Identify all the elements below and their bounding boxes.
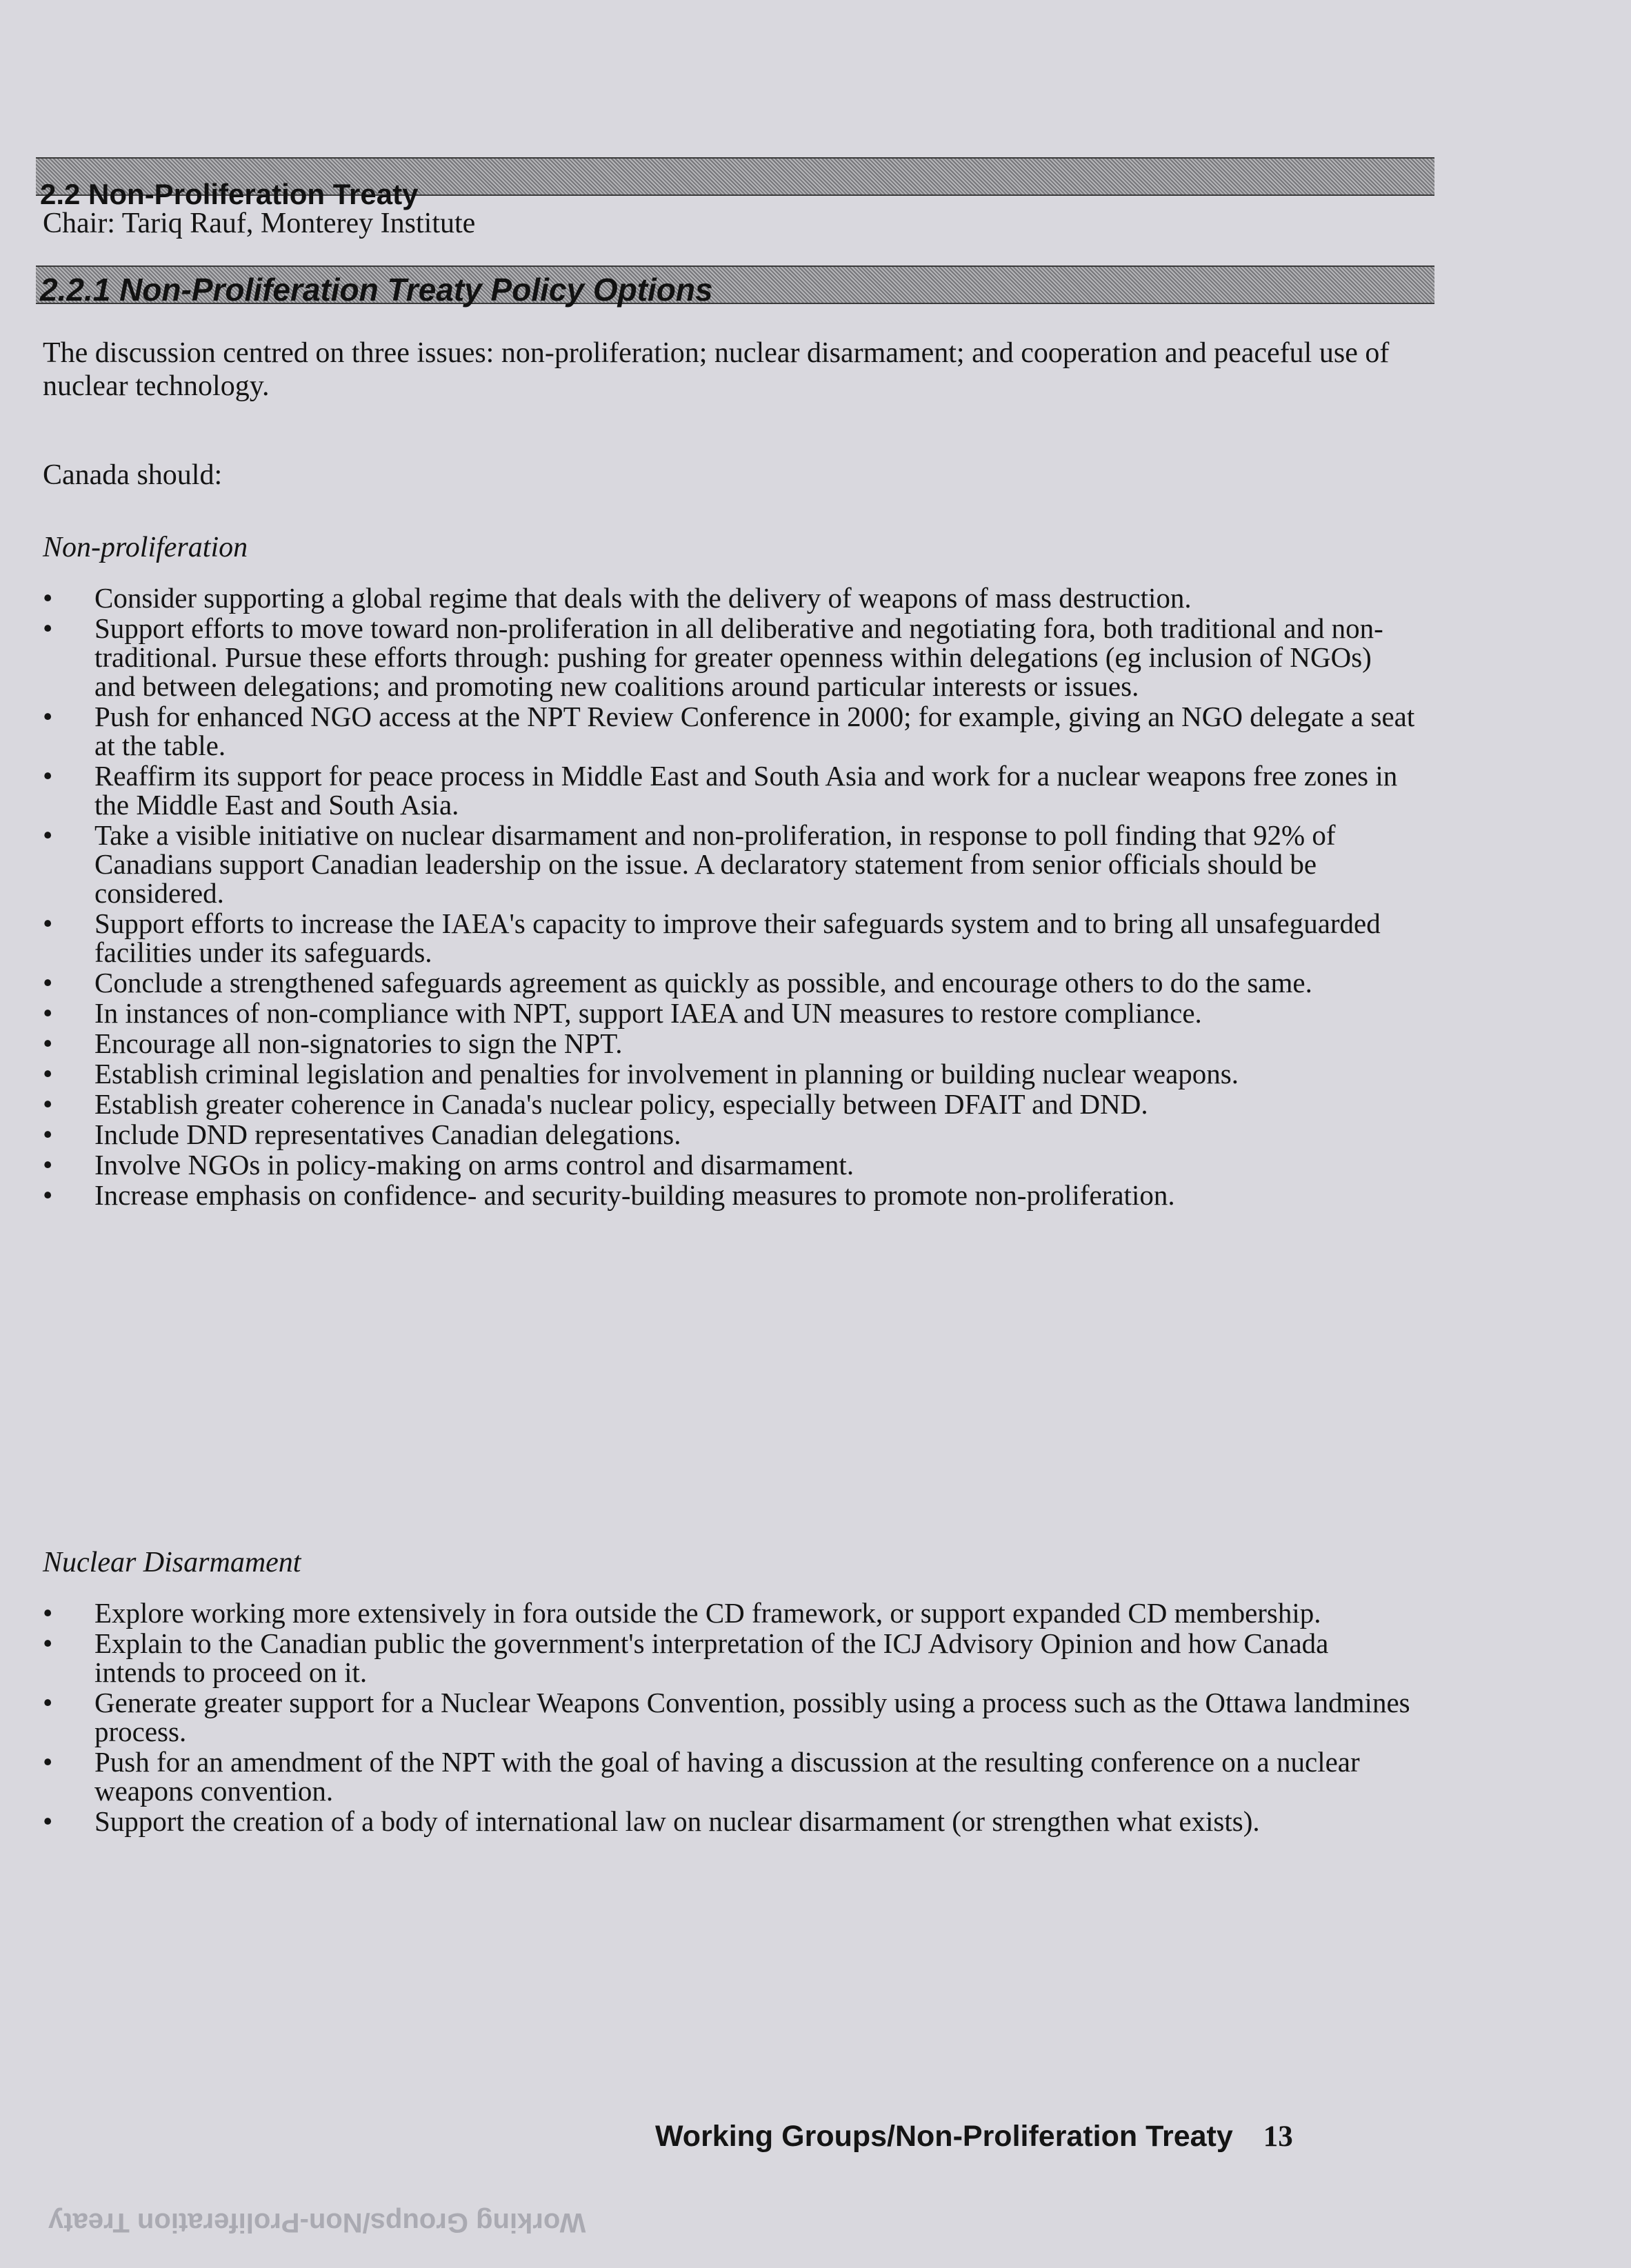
bullet-icon: • [43,1179,53,1211]
list-item: • Explore working more extensively in fora outside the CD framework, or support expanded CD membership. [43,1597,1321,1629]
list-item: • Conclude a strengthened safeguards agreement as quickly as possible, and encourage others to do the same. [43,967,1312,998]
bullet-icon: • [43,967,53,998]
list-item: • Increase emphasis on confidence- and security-building measures to promote non-proliferation. [43,1179,1175,1211]
list-item: • Include DND representatives Canadian delegations. [43,1118,681,1150]
page-footer [655,2120,1293,2154]
bullet-icon: • [43,612,53,644]
bullet-icon: • [43,1088,53,1120]
list-item: • Take a visible initiative on nuclear disarmament and non-proliferation, in response to poll finding that 92% of Canadians support Canadian leadership on the issue. A declaratory statement from senior officials should be considered. [43,819,1336,909]
list-item: • Push for an amendment of the NPT with the goal of having a discussion at the resulting conference on a nuclear weapons convention. [43,1746,1360,1807]
list-item: • Encourage all non-signatories to sign the NPT. [43,1027,623,1059]
running-title: Working Groups/Non-Proliferation Treaty [655,2120,1233,2153]
canada-should-line: Canada should: [43,459,223,491]
list-item: • Establish greater coherence in Canada's nuclear policy, especially between DFAIT and DND. [43,1088,1148,1120]
intro-paragraph: The discussion centred on three issues: non-proliferation; nuclear disarmament; and cooperation and peaceful use of nuclear technology. [43,337,1390,402]
list-item: • Explain to the Canadian public the government's interpretation of the ICJ Advisory Opinion and how Canada intends to proceed on it. [43,1627,1329,1688]
list-item: • Establish criminal legislation and penalties for involvement in planning or building nuclear weapons. [43,1058,1239,1090]
non-proliferation-heading: Non-proliferation [43,532,248,563]
list-item: • Support efforts to increase the IAEA's capacity to improve their safeguards system and to bring all unsafeguarded facilities under its safeguards. [43,907,1381,968]
list-item: • Support efforts to move toward non-proliferation in all deliberative and negotiating fora, both traditional and non-traditional. Pursue these efforts through: pushing for greater openness within delegations (eg inclusion of NGOs) and between delegations; and promoting new coalitions around particular interests or issues. [43,612,1383,702]
subsection-title: 2.2.1 Non-Proliferation Treaty Policy Options [40,272,713,308]
bullet-icon: • [43,1687,53,1718]
list-item: • Support the creation of a body of international law on nuclear disarmament (or strengthen what exists). [43,1805,1260,1837]
bullet-icon: • [43,1058,53,1090]
section-title: 2.2 Non-Proliferation Treaty [40,178,419,210]
chair-line: Chair: Tariq Rauf, Monterey Institute [43,208,476,239]
bullet-icon: • [43,1027,53,1059]
list-item: • Involve NGOs in policy-making on arms control and disarmament. [43,1149,854,1181]
bullet-icon: • [43,582,53,614]
bullet-icon: • [43,907,53,939]
bullet-icon: • [43,1805,53,1837]
bleed-through-text: Working Groups/Non-Proliferation Treaty [48,2207,586,2238]
list-item: • Consider supporting a global regime that deals with the delivery of weapons of mass destruction. [43,582,1192,614]
non-proliferation-list [43,583,1415,1211]
list-item: • In instances of non-compliance with NPT, support IAEA and UN measures to restore compliance. [43,997,1202,1029]
list-item: • Reaffirm its support for peace process in Middle East and South Asia and work for a nuclear weapons free zones in the Middle East and South Asia. [43,760,1398,821]
bullet-icon: • [43,819,53,851]
bullet-icon: • [43,701,53,732]
nuclear-disarmament-list [43,1598,1415,1837]
list-item: • Generate greater support for a Nuclear Weapons Convention, possibly using a process such as the Ottawa landmines process. [43,1687,1410,1747]
bullet-icon: • [43,1118,53,1150]
page-number: 13 [1263,2120,1293,2153]
list-item: • Push for enhanced NGO access at the NPT Review Conference in 2000; for example, giving an NGO delegate a seat at the table. [43,701,1415,761]
bullet-icon: • [43,760,53,792]
bullet-icon: • [43,1149,53,1181]
bullet-icon: • [43,1597,53,1629]
bullet-icon: • [43,997,53,1029]
nuclear-disarmament-heading: Nuclear Disarmament [43,1547,301,1578]
bullet-icon: • [43,1627,53,1659]
bullet-icon: • [43,1746,53,1778]
